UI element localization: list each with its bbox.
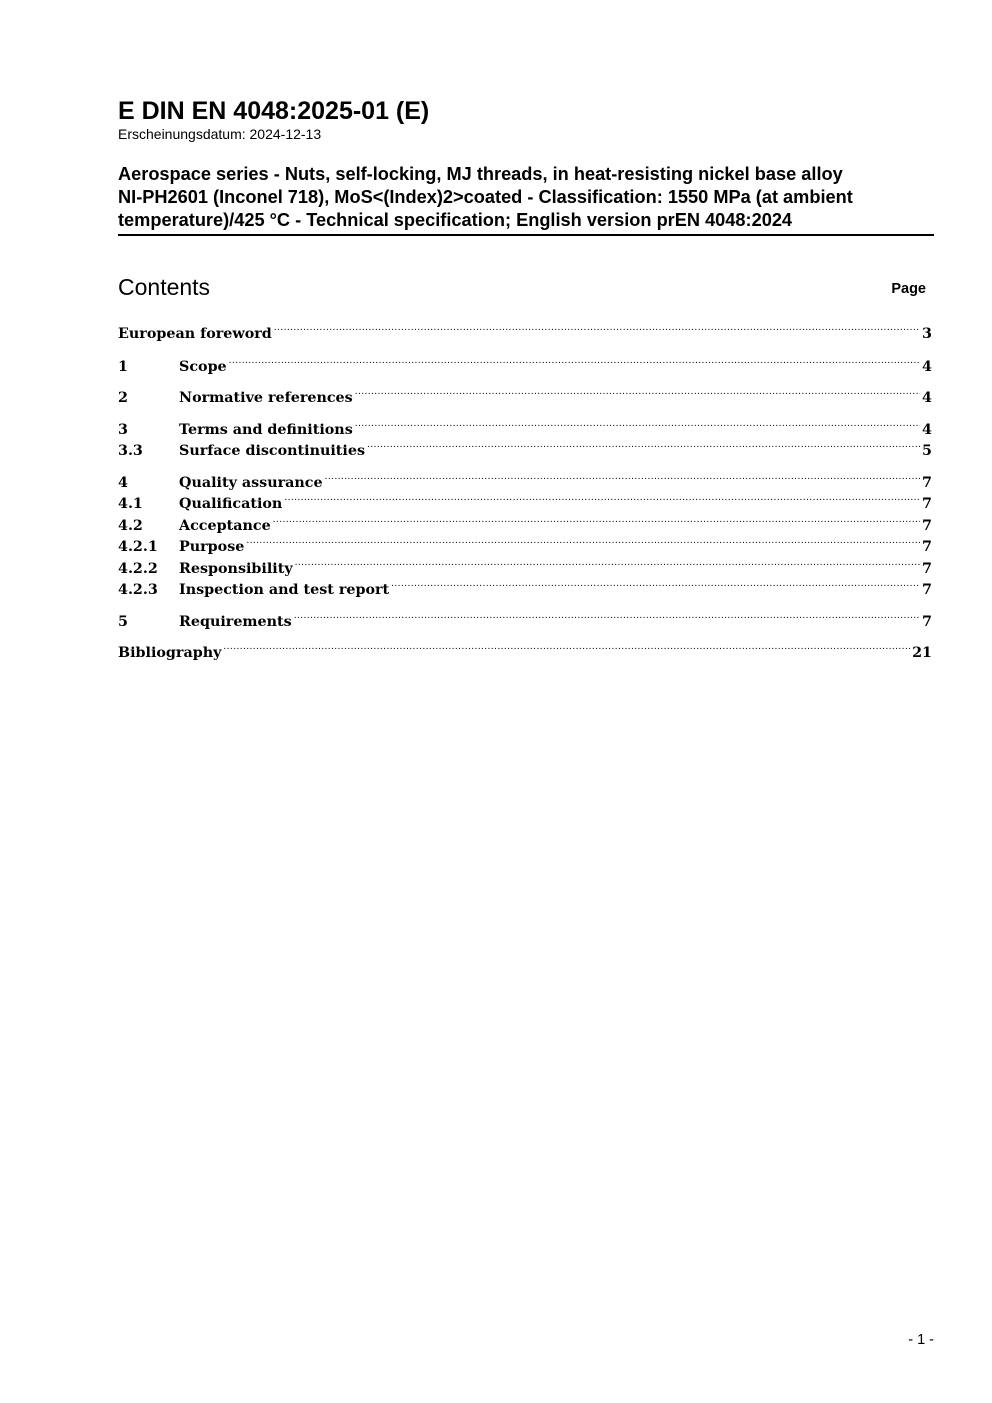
- toc-entry-title: Requirements: [179, 614, 292, 630]
- toc-entry-purpose[interactable]: [118, 531, 932, 555]
- toc-entry-number: 1: [118, 359, 128, 375]
- toc-entry-page: 4: [922, 359, 932, 375]
- document-title: [118, 163, 934, 236]
- toc-dot-leader: [355, 414, 920, 434]
- toc-entry-scope[interactable]: [118, 351, 932, 375]
- page-number: - 1 -: [908, 1332, 934, 1348]
- toc-dot-leader: [391, 574, 920, 594]
- toc-entry-responsibility[interactable]: [118, 553, 932, 577]
- toc-dot-leader: [367, 435, 920, 455]
- toc-entry-title: European foreword: [118, 326, 272, 342]
- toc-entry-terms-and-definitions[interactable]: [118, 414, 932, 438]
- toc-entry-title: Normative references: [179, 390, 353, 406]
- toc-dot-leader: [325, 467, 920, 487]
- toc-dot-leader: [229, 351, 920, 371]
- contents-heading: Contents: [118, 274, 211, 300]
- toc-entry-title: Bibliography: [118, 645, 222, 661]
- toc-entry-european-foreword[interactable]: [118, 318, 932, 342]
- toc-entry-page: 3: [922, 326, 932, 342]
- toc-entry-number: 4.1: [118, 496, 143, 512]
- document-id: E DIN EN 4048:2025-01 (E): [118, 97, 430, 125]
- toc-entry-title: Inspection and test report: [179, 582, 390, 598]
- toc-entry-acceptance[interactable]: [118, 510, 932, 534]
- toc-entry-bibliography[interactable]: [118, 637, 932, 661]
- issue-date: Erscheinungsdatum: 2024-12-13: [118, 126, 322, 142]
- document-title-line: temperature)/425 °C - Technical specification; English version prEN 4048:2024: [118, 210, 793, 230]
- toc-entry-page: 4: [922, 390, 932, 406]
- toc-entry-page: 21: [912, 645, 932, 661]
- toc-entry-page: 7: [922, 496, 932, 512]
- toc-entry-number: 2: [118, 390, 128, 406]
- toc-entry-title: Responsibility: [179, 561, 293, 577]
- toc-entry-number: 4.2.2: [118, 561, 158, 577]
- toc-entry-title: Purpose: [179, 539, 245, 555]
- toc-entry-page: 7: [922, 475, 932, 491]
- toc-dot-leader: [223, 637, 910, 657]
- toc-entry-page: 7: [922, 561, 932, 577]
- toc-dot-leader: [294, 606, 920, 626]
- toc-entry-number: 3: [118, 422, 128, 438]
- toc-entry-title: Scope: [179, 359, 227, 375]
- toc-dot-leader: [273, 510, 920, 530]
- toc-entry-normative-references[interactable]: [118, 382, 932, 406]
- toc-entry-number: 5: [118, 614, 128, 630]
- toc-dot-leader: [274, 318, 920, 338]
- document-header: [118, 96, 934, 143]
- toc-entry-page: 7: [922, 539, 932, 555]
- toc-entry-title: Terms and definitions: [179, 422, 353, 438]
- toc-entry-title: Acceptance: [179, 518, 271, 534]
- page-column-label: Page: [891, 281, 926, 297]
- toc-entry-number: 4: [118, 475, 128, 491]
- toc-entry-inspection-and-test-report[interactable]: [118, 574, 932, 598]
- toc-entry-page: 7: [922, 614, 932, 630]
- toc-entry-number: 4.2.1: [118, 539, 158, 555]
- toc-entry-requirements[interactable]: [118, 606, 932, 630]
- toc-dot-leader: [284, 488, 920, 508]
- toc-entry-surface-discontinuities[interactable]: [118, 435, 932, 459]
- toc-entry-quality-assurance[interactable]: [118, 467, 932, 491]
- toc-entry-page: 4: [922, 422, 932, 438]
- toc-dot-leader: [246, 531, 920, 551]
- toc-dot-leader: [355, 382, 920, 402]
- toc-entry-page: 7: [922, 518, 932, 534]
- toc-entry-title: Surface discontinuities: [179, 443, 365, 459]
- toc-dot-leader: [295, 553, 920, 573]
- toc-entry-number: 4.2: [118, 518, 143, 534]
- toc-entry-page: 5: [922, 443, 932, 459]
- toc-entry-title: Qualification: [179, 496, 283, 512]
- toc-entry-number: 3.3: [118, 443, 143, 459]
- toc-entry-qualification[interactable]: [118, 488, 932, 512]
- toc-entry-page: 7: [922, 582, 932, 598]
- toc-entry-title: Quality assurance: [179, 475, 323, 491]
- document-title-line: Aerospace series - Nuts, self-locking, MJ threads, in heat-resisting nickel base alloy: [118, 164, 843, 184]
- document-title-line: NI-PH2601 (Inconel 718), MoS<(Index)2>coated - Classification: 1550 MPa (at ambient: [118, 187, 853, 207]
- toc-entry-number: 4.2.3: [118, 582, 158, 598]
- contents-header: [118, 272, 928, 302]
